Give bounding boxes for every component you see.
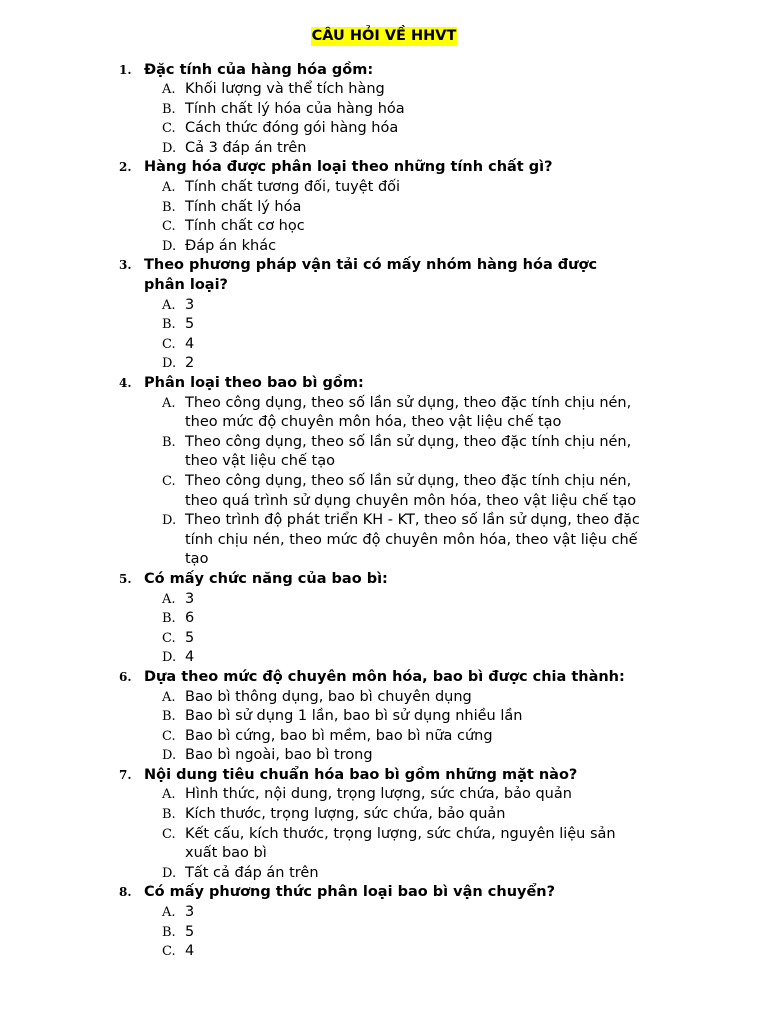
question-number: 4. [119, 376, 132, 390]
answer-option [0, 648, 768, 668]
answer-option [0, 315, 768, 335]
question-1 [0, 61, 768, 81]
question-number: 5. [119, 571, 132, 586]
answer-option [0, 178, 768, 198]
option-text: Tính chất cơ học [185, 218, 305, 235]
option-letter: A. [162, 82, 176, 98]
option-text: Bao bì sử dụng 1 lần, bao bì sử dụng nhiều lần [185, 708, 523, 725]
option-letter: C. [162, 728, 176, 744]
option-text: Theo công dụng, theo số lần sử dụng, theo đặc tính chịu nén, theo vật liệu chế tạo [185, 433, 632, 470]
question-7 [0, 766, 768, 786]
option-text: 3 [185, 296, 195, 313]
option-text: Theo trình độ phát triển KH - KT, theo số lần sử dụng, theo đặc tính chịu nén, theo mức độ chuyên môn hóa, theo vật liệu chế tạo [185, 512, 640, 568]
question-text: Hàng hóa được phân loại theo những tính chất gì? [144, 159, 553, 176]
question-list [0, 61, 768, 962]
answer-option [0, 688, 768, 708]
option-letter: B. [162, 317, 176, 333]
answer-option [0, 864, 768, 884]
answer-option [0, 825, 768, 864]
answer-option [0, 433, 768, 472]
title-container [0, 25, 768, 46]
answer-option [0, 609, 768, 629]
option-letter: C. [162, 336, 176, 352]
option-letter: D. [162, 650, 177, 666]
answer-option [0, 394, 768, 433]
option-text: Hình thức, nội dung, trọng lượng, sức chứa, bảo quản [185, 786, 572, 803]
answer-option [0, 707, 768, 727]
answer-option [0, 727, 768, 747]
option-text: 5 [185, 629, 195, 646]
option-letter: A. [162, 689, 176, 705]
answer-option [0, 903, 768, 923]
option-text: 4 [185, 943, 195, 960]
answer-option [0, 746, 768, 766]
question-text: Có mấy phương thức phân loại bao bì vận chuyển? [144, 884, 556, 901]
option-text: Bao bì ngoài, bao bì trong [185, 747, 373, 764]
option-letter: B. [162, 101, 176, 117]
option-text: 4 [185, 335, 195, 352]
option-letter: A. [162, 180, 176, 196]
question-number: 7. [119, 767, 132, 782]
answer-option [0, 590, 768, 610]
option-letter: C. [162, 826, 176, 842]
answer-option [0, 100, 768, 120]
option-text: Bao bì cứng, bao bì mềm, bao bì nữa cứng [185, 727, 493, 744]
option-text: Tất cả đáp án trên [185, 864, 319, 881]
answer-option [0, 198, 768, 218]
answer-option [0, 472, 768, 511]
option-text: Đáp án khác [185, 237, 277, 254]
answer-option [0, 805, 768, 825]
question-number: 2. [119, 160, 132, 175]
question-text: Phân loại theo bao bì gồm: [144, 375, 364, 391]
option-letter: C. [162, 121, 176, 137]
option-letter: D. [162, 748, 177, 764]
option-text: Kích thước, trọng lượng, sức chứa, bảo quản [185, 806, 506, 823]
answer-option [0, 296, 768, 316]
option-text: Tính chất lý hóa [185, 198, 302, 215]
question-number: 6. [119, 669, 132, 684]
option-text: Khối lượng và thể tích hàng [185, 81, 385, 98]
question-number: 3. [119, 258, 132, 273]
option-letter: A. [162, 297, 176, 313]
answer-option [0, 354, 768, 374]
option-text: Cả 3 đáp án trên [185, 139, 307, 156]
option-text: Theo công dụng, theo số lần sử dụng, theo đặc tính chịu nén, theo quá trình sử dụng chuyên môn hóa, theo vật liệu chế tạo [185, 472, 637, 509]
option-letter: D. [162, 356, 177, 372]
option-text: Bao bì thông dụng, bao bì chuyên dụng [185, 688, 472, 705]
answer-option [0, 629, 768, 649]
option-letter: B. [162, 434, 176, 450]
option-letter: A. [162, 395, 176, 411]
question-2 [0, 158, 768, 178]
question-number: 8. [119, 885, 132, 900]
option-letter: C. [162, 473, 176, 489]
option-letter: A. [162, 905, 176, 921]
answer-option [0, 119, 768, 139]
answer-option [0, 785, 768, 805]
option-text: 4 [185, 649, 195, 666]
question-8 [0, 883, 768, 903]
option-text: Tính chất tương đối, tuyệt đối [185, 179, 401, 196]
option-text: 2 [185, 355, 195, 372]
option-letter: B. [162, 709, 176, 725]
answer-option [0, 80, 768, 100]
question-text: Theo phương pháp vận tải có mấy nhóm hàng hóa được phân loại? [144, 257, 598, 294]
option-text: 6 [185, 610, 195, 627]
option-text: 5 [185, 923, 195, 940]
question-text: Có mấy chức năng của bao bì: [144, 570, 388, 587]
answer-option [0, 923, 768, 943]
question-6 [0, 668, 768, 688]
option-text: Cách thức đóng gói hàng hóa [185, 120, 399, 137]
option-letter: B. [162, 807, 176, 823]
question-number: 1. [119, 62, 132, 77]
option-letter: A. [162, 787, 176, 803]
question-5 [0, 570, 768, 590]
option-text: 5 [185, 316, 195, 333]
option-letter: B. [162, 924, 176, 940]
option-text: Kết cấu, kích thước, trọng lượng, sức chứa, nguyên liệu sản xuất bao bì [185, 825, 616, 862]
option-letter: B. [162, 199, 176, 215]
question-text: Nội dung tiêu chuẩn hóa bao bì gồm những mặt nào? [144, 766, 578, 783]
page-title: CÂU HỎI VỀ HHVT [311, 28, 457, 44]
option-text: Tính chất lý hóa của hàng hóa [185, 100, 405, 117]
option-letter: B. [162, 611, 176, 627]
option-letter: D. [162, 865, 177, 881]
option-letter: C. [162, 219, 176, 235]
option-letter: A. [162, 591, 176, 607]
option-text: 3 [185, 590, 195, 607]
option-letter: D. [162, 140, 177, 156]
option-letter: C. [162, 944, 176, 960]
question-4 [0, 374, 768, 394]
option-text: Theo công dụng, theo số lần sử dụng, theo đặc tính chịu nén, theo mức độ chuyên môn hóa, theo vật liệu chế tạo [185, 394, 632, 431]
option-letter: C. [162, 630, 176, 646]
question-text: Dựa theo mức độ chuyên môn hóa, bao bì được chia thành: [144, 668, 625, 685]
option-text: 3 [185, 904, 195, 921]
question-text: Đặc tính của hàng hóa gồm: [144, 61, 374, 78]
option-letter: D. [162, 513, 177, 529]
answer-option [0, 335, 768, 355]
answer-option [0, 942, 768, 962]
question-3 [0, 256, 768, 295]
option-letter: D. [162, 238, 177, 254]
answer-option [0, 139, 768, 159]
answer-option [0, 217, 768, 237]
answer-option [0, 511, 768, 570]
answer-option [0, 237, 768, 257]
